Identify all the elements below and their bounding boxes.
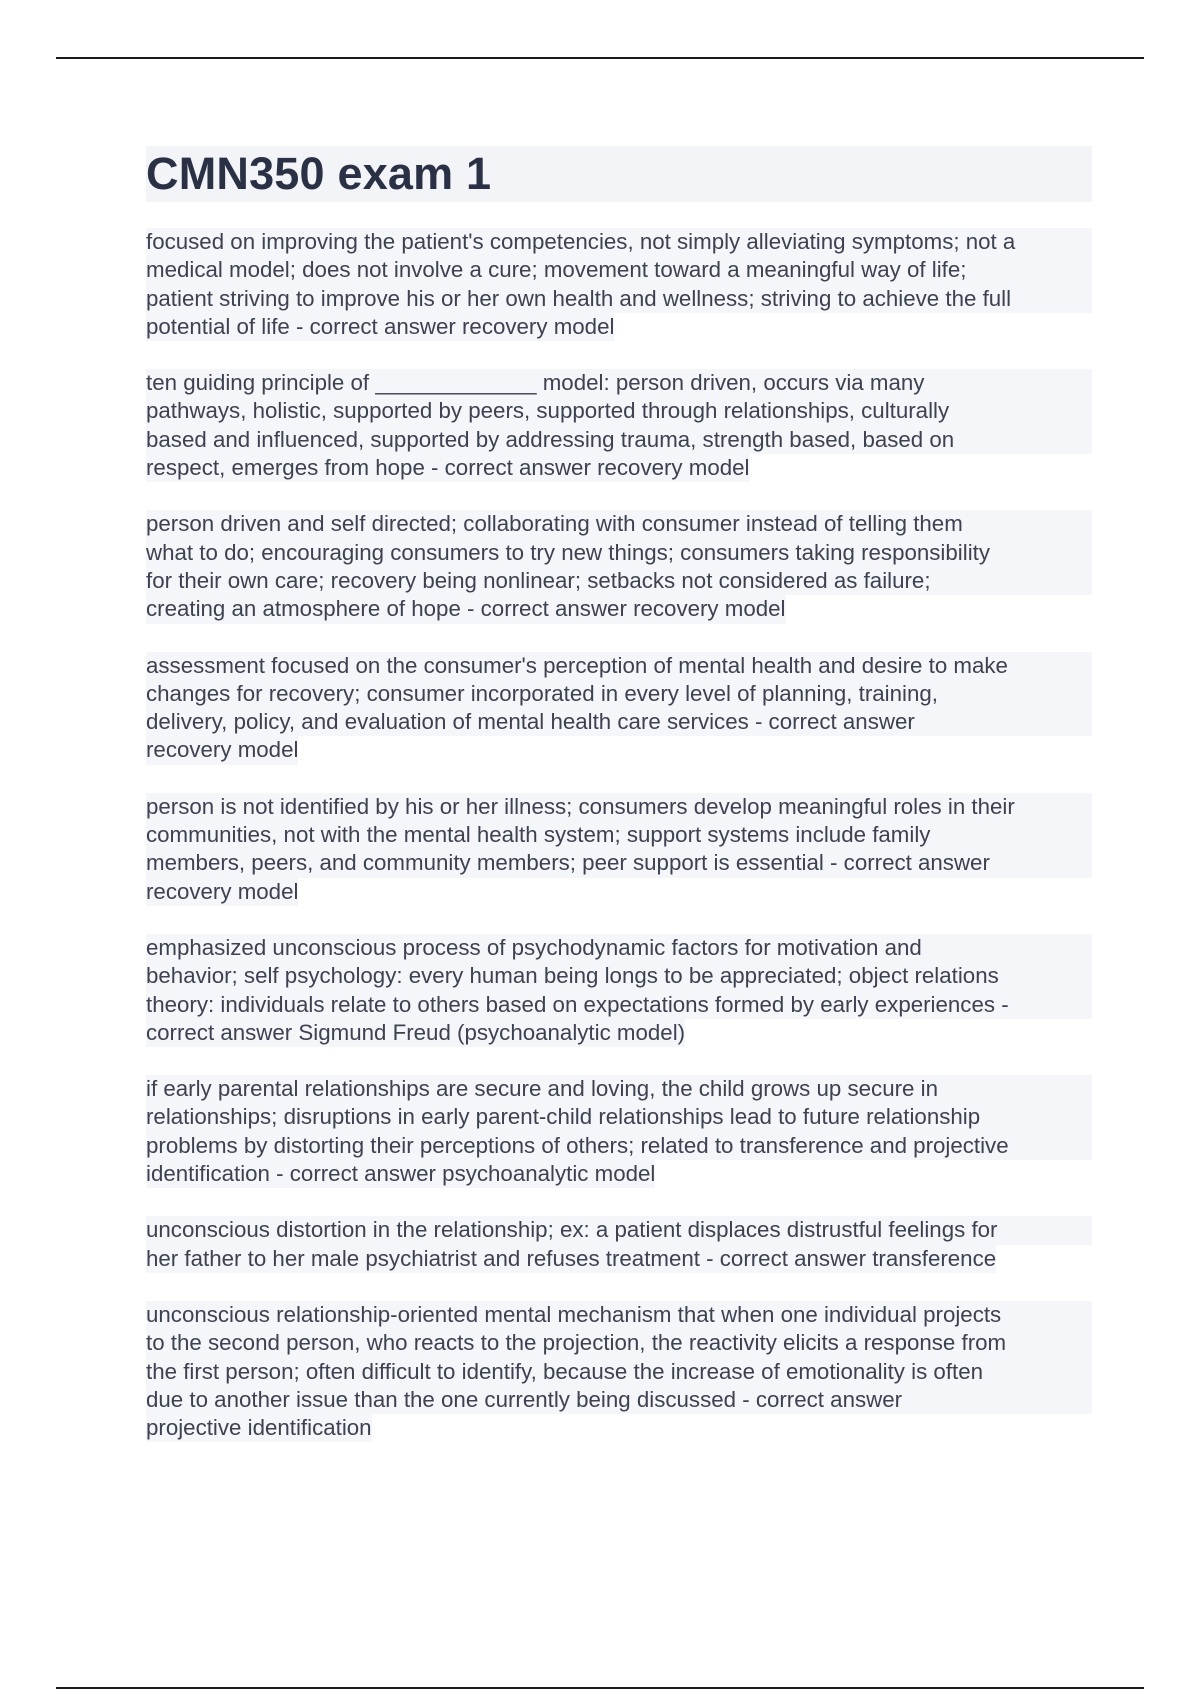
- flashcard-line: identification - correct answer psychoanalytic model: [146, 1160, 655, 1188]
- flashcard-line: delivery, policy, and evaluation of mental health care services - correct answer: [146, 708, 1092, 736]
- document-body: [146, 146, 1092, 1470]
- flashcard-line: changes for recovery; consumer incorporated in every level of planning, training,: [146, 680, 1092, 708]
- flashcard-line: what to do; encouraging consumers to try new things; consumers taking responsibility: [146, 539, 1092, 567]
- flashcard-line: potential of life - correct answer recovery model: [146, 313, 614, 341]
- flashcard-line: unconscious relationship-oriented mental mechanism that when one individual projects: [146, 1301, 1092, 1329]
- flashcard-line: relationships; disruptions in early parent-child relationships lead to future relationship: [146, 1103, 1092, 1131]
- flashcard-line: focused on improving the patient's competencies, not simply alleviating symptoms; not a: [146, 228, 1092, 256]
- top-rule: [56, 57, 1144, 59]
- flashcard-line: patient striving to improve his or her own health and wellness; striving to achieve the full: [146, 285, 1092, 313]
- flashcard-line: projective identification: [146, 1414, 372, 1442]
- flashcard-list: [146, 228, 1092, 1442]
- flashcard-line: recovery model: [146, 878, 298, 906]
- flashcard-entry: [146, 228, 1092, 341]
- flashcard-line: to the second person, who reacts to the projection, the reactivity elicits a response from: [146, 1329, 1092, 1357]
- flashcard-entry: [146, 369, 1092, 482]
- flashcard-line: communities, not with the mental health system; support systems include family: [146, 821, 1092, 849]
- flashcard-entry: [146, 1075, 1092, 1188]
- flashcard-line: unconscious distortion in the relationship; ex: a patient displaces distrustful feelings for: [146, 1216, 1092, 1244]
- flashcard-line: behavior; self psychology: every human being longs to be appreciated; object relations: [146, 962, 1092, 990]
- flashcard-line: person is not identified by his or her illness; consumers develop meaningful roles in their: [146, 793, 1092, 821]
- flashcard-line: the first person; often difficult to identify, because the increase of emotionality is often: [146, 1358, 1092, 1386]
- flashcard-line: emphasized unconscious process of psychodynamic factors for motivation and: [146, 934, 1092, 962]
- flashcard-line: medical model; does not involve a cure; movement toward a meaningful way of life;: [146, 256, 1092, 284]
- bottom-rule: [56, 1687, 1144, 1689]
- flashcard-entry: [146, 1301, 1092, 1442]
- flashcard-line: person driven and self directed; collaborating with consumer instead of telling them: [146, 510, 1092, 538]
- flashcard-entry: [146, 934, 1092, 1047]
- flashcard-line: respect, emerges from hope - correct answer recovery model: [146, 454, 750, 482]
- flashcard-entry: [146, 652, 1092, 765]
- flashcard-line: members, peers, and community members; peer support is essential - correct answer: [146, 849, 1092, 877]
- flashcard-line: creating an atmosphere of hope - correct answer recovery model: [146, 595, 786, 623]
- flashcard-entry: [146, 510, 1092, 623]
- flashcard-line: theory: individuals relate to others based on expectations formed by early experiences -: [146, 991, 1092, 1019]
- flashcard-line: ten guiding principle of _____________ model: person driven, occurs via many: [146, 369, 1092, 397]
- flashcard-line: her father to her male psychiatrist and refuses treatment - correct answer transference: [146, 1245, 996, 1273]
- flashcard-line: recovery model: [146, 736, 298, 764]
- document-title: CMN350 exam 1: [146, 148, 492, 199]
- flashcard-line: assessment focused on the consumer's perception of mental health and desire to make: [146, 652, 1092, 680]
- flashcard-line: for their own care; recovery being nonlinear; setbacks not considered as failure;: [146, 567, 1092, 595]
- title-band: [146, 146, 1092, 202]
- flashcard-line: pathways, holistic, supported by peers, supported through relationships, culturally: [146, 397, 1092, 425]
- flashcard-line: due to another issue than the one currently being discussed - correct answer: [146, 1386, 1092, 1414]
- flashcard-line: problems by distorting their perceptions of others; related to transference and projective: [146, 1132, 1092, 1160]
- flashcard-entry: [146, 1216, 1092, 1273]
- flashcard-entry: [146, 793, 1092, 906]
- flashcard-line: correct answer Sigmund Freud (psychoanalytic model): [146, 1019, 685, 1047]
- flashcard-line: if early parental relationships are secure and loving, the child grows up secure in: [146, 1075, 1092, 1103]
- flashcard-line: based and influenced, supported by addressing trauma, strength based, based on: [146, 426, 1092, 454]
